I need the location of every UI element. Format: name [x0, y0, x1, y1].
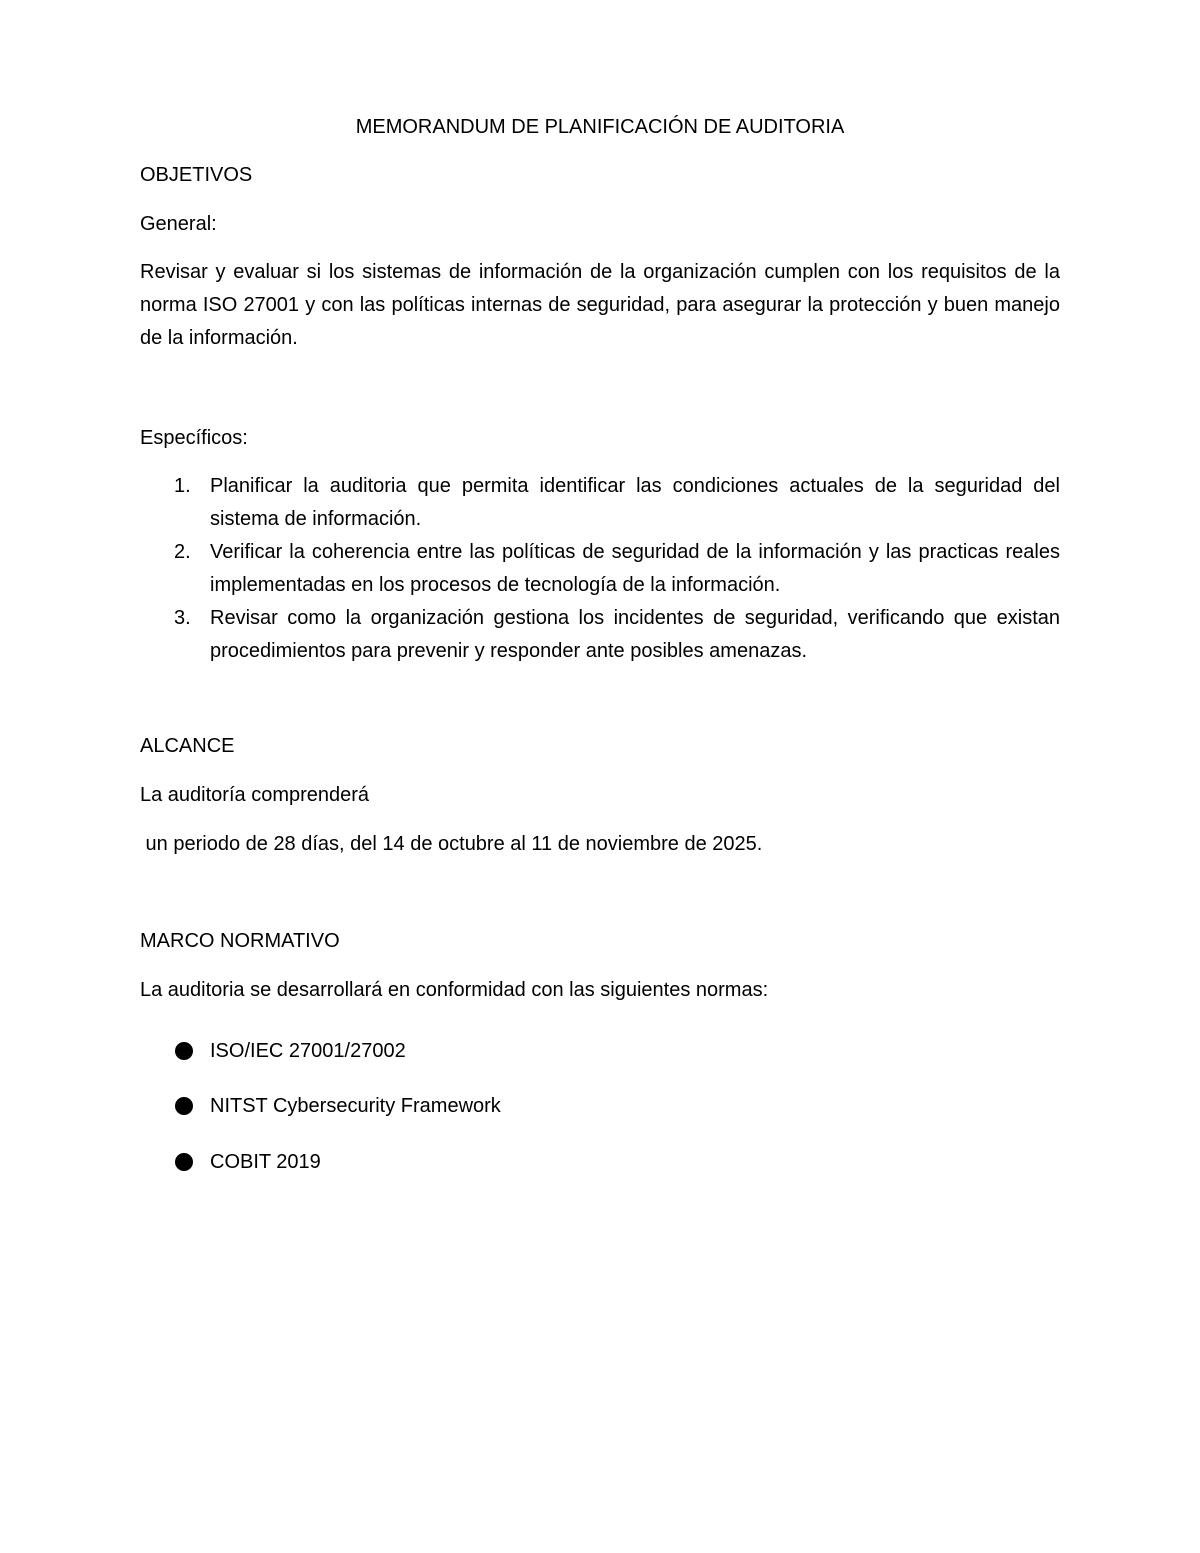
marco-heading: MARCO NORMATIVO — [140, 930, 340, 952]
alcance-line-1: La auditoría comprenderá — [140, 784, 370, 806]
bullet-text: NITST Cybersecurity Framework — [210, 1095, 501, 1117]
list-item-text: Planificar la auditoria que permita identificar las condiciones actuales de la seguridad del sistema de información. — [210, 475, 1060, 530]
bullet-text: ISO/IEC 27001/27002 — [210, 1040, 406, 1062]
marco-intro: La auditoria se desarrollará en conformidad con las siguientes normas: — [140, 979, 769, 1001]
list-item-number: 2. — [174, 541, 191, 563]
list-item-text: Revisar como la organización gestiona los incidentes de seguridad, verificando que existan procedimientos para prevenir y responder ante posibles amenazas. — [210, 607, 1060, 662]
document-title: MEMORANDUM DE PLANIFICACIÓN DE AUDITORIA — [355, 116, 845, 138]
bullet-icon — [175, 1097, 193, 1115]
list-item-number: 1. — [174, 475, 191, 497]
bullet-item — [0, 1147, 1200, 1177]
alcance-line-2: un periodo de 28 días, del 14 de octubre al 11 de noviembre de 2025. — [140, 833, 763, 855]
general-label: General: — [140, 213, 217, 235]
objetivos-heading: OBJETIVOS — [140, 164, 253, 186]
bullet-item — [0, 1036, 1200, 1066]
alcance-heading: ALCANCE — [140, 735, 235, 757]
especificos-label: Específicos: — [140, 427, 248, 449]
bullet-icon — [175, 1153, 193, 1171]
bullet-icon — [175, 1042, 193, 1060]
bullet-item — [0, 1091, 1200, 1121]
general-paragraph: Revisar y evaluar si los sistemas de información de la organización cumplen con los requisitos de la norma ISO 27001 y con las políticas internas de seguridad, para asegurar la protección y buen manejo de la información. — [140, 261, 1060, 349]
bullet-text: COBIT 2019 — [210, 1151, 321, 1173]
list-item-number: 3. — [174, 607, 191, 629]
list-item-text: Verificar la coherencia entre las políticas de seguridad de la información y las practicas reales implementadas en los procesos de tecnología de la información. — [210, 541, 1060, 596]
